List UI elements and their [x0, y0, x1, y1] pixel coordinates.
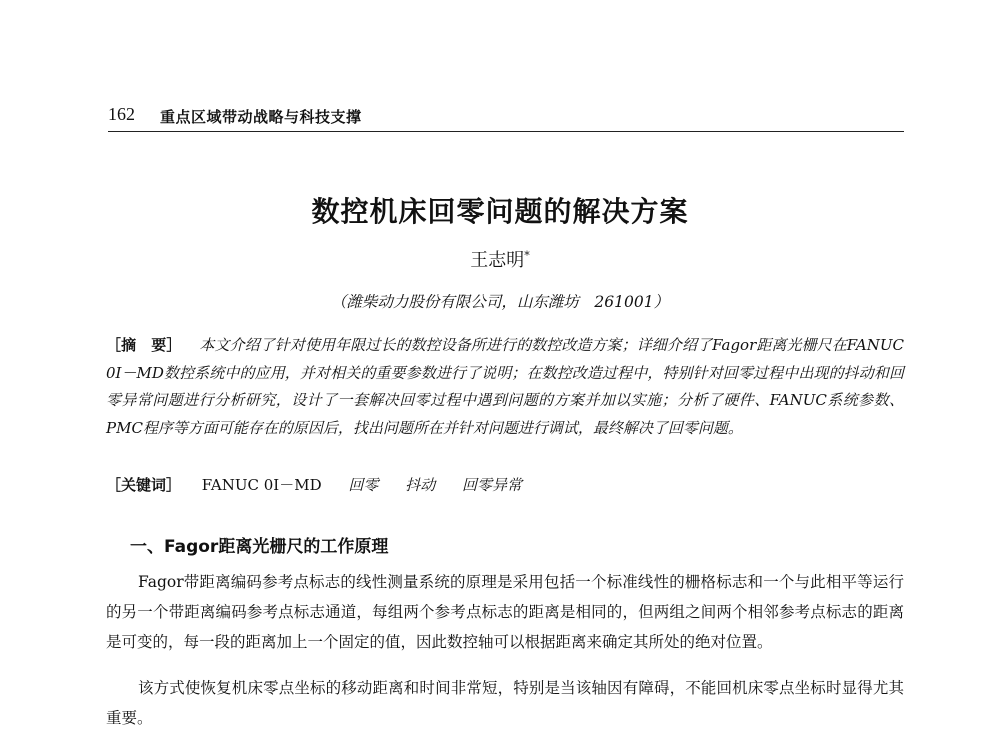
body-paragraph: 该方式使恢复机床零点坐标的移动距离和时间非常短，特别是当该轴因有障碍，不能回机床零点坐标时显得尤其重要。 [106, 679, 904, 727]
keyword-item: 回零 [348, 476, 379, 494]
keyword-item: 抖动 [405, 476, 436, 494]
abstract-label: ［摘 要］ [106, 336, 182, 354]
author-line [0, 246, 1000, 272]
page-number: 162 [108, 104, 135, 124]
keyword-item: 回零异常 [461, 476, 522, 494]
journal-name: 重点区域带动战略与科技支撑 [160, 108, 362, 126]
body-paragraph: Fagor带距离编码参考点标志的线性测量系统的原理是采用包括一个标准线性的栅格标志和一个与此相平等运行的另一个带距离编码参考点标志通道，每组两个参考点标志的距离是相同的，但两组之间两个相邻参考点标志的距离是可变的，每一段的距离加上一个固定的值，因此数控轴可以根据距离来确定其所处的绝对位置。 [106, 573, 904, 651]
author-name: 王志明 [470, 250, 525, 271]
keywords-label: ［关键词］ [106, 476, 182, 494]
section-heading: 一、Fagor距离光栅尺的工作原理 [130, 537, 389, 557]
abstract-text: 本文介绍了针对使用年限过长的数控设备所进行的数控改造方案；详细介绍了Fagor距离光栅尺在FANUC 0I－MD数控系统中的应用，并对相关的重要参数进行了说明；在数控改造过程中，特别针对回零过程中出现的抖动和回零异常问题进行分析研究，设计了一套解决回零过程中遇到问题的方案并加以实施；分析了硬件、FANUC系统参数、PMC程序等方面可能存在的原因后，找出问题所在并针对问题进行调试，最终解决了回零问题。 [106, 336, 904, 437]
running-head [108, 104, 904, 130]
article-title: 数控机床回零问题的解决方案 [311, 195, 689, 228]
abstract [106, 332, 904, 442]
author-footnote-mark: * [524, 249, 530, 262]
affiliation: （潍柴动力股份有限公司，山东潍坊 261001） [330, 293, 670, 311]
header-rule [108, 131, 904, 132]
keywords [106, 474, 904, 495]
keyword-item: FANUC 0I－MD [201, 476, 322, 494]
